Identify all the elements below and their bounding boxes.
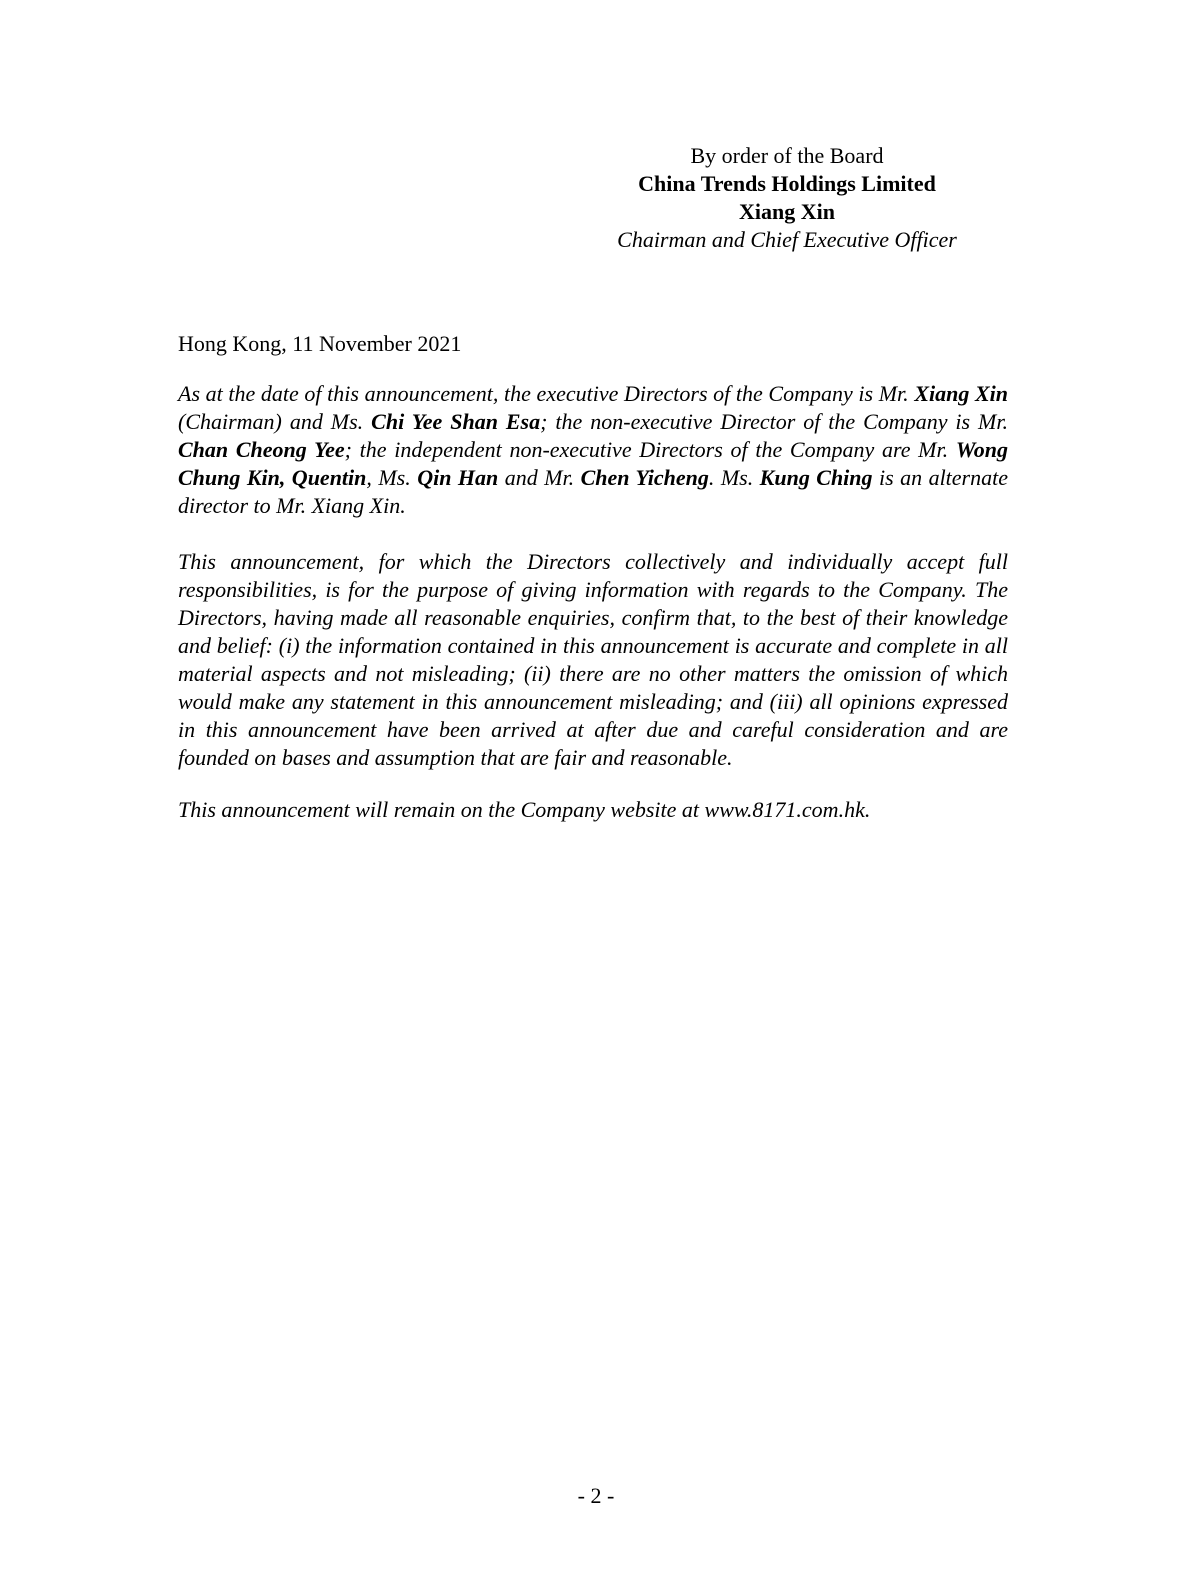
dateline: Hong Kong, 11 November 2021 [178, 331, 462, 356]
paragraph-text: As at the date of this announcement, the executive Directors of the Company is Mr. [178, 381, 915, 406]
paragraph-text: (Chairman) and Ms. [178, 409, 372, 434]
director-name: Xiang Xin [914, 381, 1008, 406]
document-content [178, 0, 1008, 824]
company-name: China Trends Holdings Limited [638, 171, 936, 196]
paragraph-text: This announcement, for which the Directors collectively and individually accept full responsibilities, is for the purpose of giving information with regards to the Company. The Directors, having made all reasonable enquiries, confirm that, to the best of their knowledge and belief: (i) the information contained in this announcement is accurate and complete in all material aspects and not misleading; (ii) there are no other matters the omission of which would make any statement in this announcement misleading; and (iii) all opinions expressed in this announcement have been arrived at after due and careful consideration and are founded on bases and assumption that are fair and reasonable. [178, 549, 1008, 770]
paragraph-text: and Mr. [498, 465, 581, 490]
paragraph-text: , Ms. [366, 465, 418, 490]
director-name: Kung Ching [759, 465, 873, 490]
signatory-name: Xiang Xin [739, 199, 835, 224]
responsibility-statement-paragraph [178, 548, 1008, 772]
director-name: Chen Yicheng [580, 465, 709, 490]
director-name: Chi Yee Shan Esa [371, 409, 541, 434]
directors-statement-paragraph [178, 380, 1008, 520]
by-order-line: By order of the Board [690, 143, 884, 168]
signature-block [566, 142, 1008, 254]
paragraph-text: ; the non-executive Director of the Company is Mr. [540, 409, 1008, 434]
paragraph-text: This announcement will remain on the Company website at www.8171.com.hk. [178, 797, 871, 822]
signatory-title: Chairman and Chief Executive Officer [617, 227, 957, 252]
paragraph-text: ; the independent non-executive Directors of the Company are Mr. [344, 437, 956, 462]
paragraph-text: is an alternate director to Mr. Xiang Xin. [178, 465, 1008, 518]
director-name: Chan Cheong Yee [178, 437, 345, 462]
director-name: Qin Han [417, 465, 499, 490]
page-number: - 2 - [577, 1483, 615, 1508]
paragraph-text: . Ms. [708, 465, 760, 490]
director-name: Wong Chung Kin, Quentin [178, 437, 1008, 490]
website-statement-paragraph [178, 796, 1008, 824]
